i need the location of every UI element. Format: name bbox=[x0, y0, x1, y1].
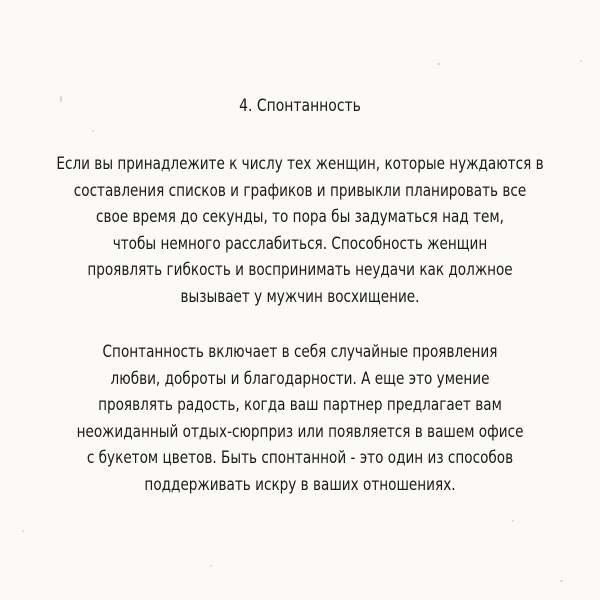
paper-speck bbox=[580, 60, 582, 62]
paragraph-2 bbox=[44, 339, 556, 499]
paragraph-line: с букетом цветов. Быть спонтанной - это один из способов bbox=[86, 448, 514, 469]
paragraph-1 bbox=[44, 151, 556, 311]
paper-speck bbox=[22, 530, 24, 532]
paragraph-line: свое время до секунды, то пора бы задуматься над тем, bbox=[96, 207, 504, 228]
paragraph-line: проявлять радость, когда ваш партнер предлагает вам bbox=[98, 395, 502, 416]
paper-speck bbox=[560, 580, 563, 582]
paragraph-line: любви, доброты и благодарности. А еще это умение bbox=[110, 368, 490, 389]
paragraph-line: неожиданный отдых-сюрприз или появляется в вашем офисе bbox=[76, 421, 524, 442]
paragraph-line: Если вы принадлежите к числу тех женщин, которые нуждаются в bbox=[56, 154, 544, 174]
paragraph-line: составления списков и графиков и привыкли планировать все bbox=[73, 180, 527, 201]
paper-speck bbox=[92, 130, 94, 132]
paragraph-line: Спонтанность включает в себя случайные проявления bbox=[102, 342, 498, 362]
paragraph-line: чтобы немного расслабиться. Способность женщин bbox=[112, 233, 488, 254]
paper-speck bbox=[437, 63, 440, 65]
paragraph-line: поддерживать искру в ваших отношениях. bbox=[144, 474, 456, 495]
paragraph-line: вызывает у мужчин восхищение. bbox=[180, 286, 420, 307]
paper-speck bbox=[210, 565, 212, 567]
section-heading: 4. Спонтанность bbox=[239, 96, 361, 116]
paragraph-line: проявлять гибкость и воспринимать неудачи как должное bbox=[87, 260, 513, 281]
paper-speck bbox=[512, 520, 514, 522]
